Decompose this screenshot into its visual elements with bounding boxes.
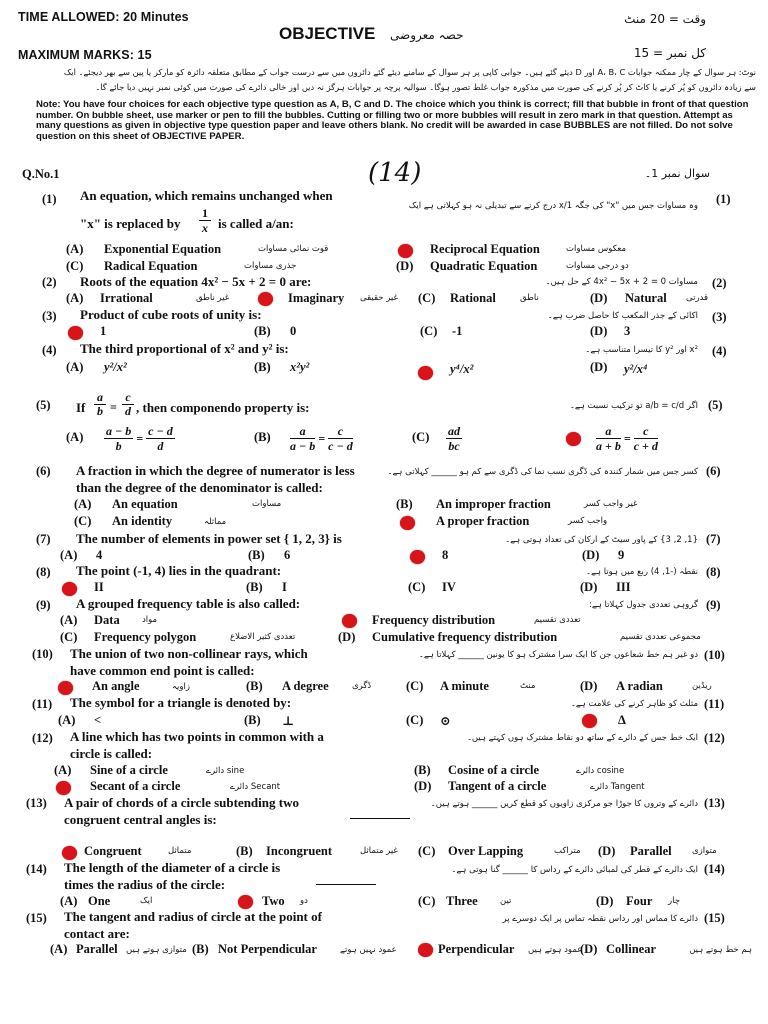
q1-urdu-number: (1) (716, 192, 731, 206)
q13-number: (13) (26, 796, 47, 810)
q14-answer-bubble[interactable] (238, 895, 253, 909)
q1-text-line-2a: "x" is replaced by (80, 216, 181, 231)
q4-text: The third proportional of x² and y² is: (80, 341, 289, 356)
q7-urdu-number: (7) (706, 532, 721, 546)
q11-option-a[interactable]: < (94, 713, 102, 727)
q9-option-d-label: (D) (338, 630, 356, 644)
q8-option-a[interactable]: II (94, 580, 104, 594)
q5-option-b-label: (B) (254, 430, 271, 444)
q15-urdu-text: دائرے کا مماس اور رداس نقطہ تماس پر ایک دوسرے پر (502, 914, 698, 924)
q7-option-c[interactable]: 8 (442, 548, 449, 562)
q12-option-d-urdu: Tangent دائرے (590, 782, 645, 792)
q5-a-num-right: c − d (148, 424, 173, 438)
q10-option-c-label: (C) (406, 679, 424, 693)
q5-urdu-text: اگر a/b = c/d تو ترکیب نسبت ہے۔ (569, 401, 698, 411)
urdu-instruction-line-1: نوٹ: ہر سوال کے چار ممکنہ جوابات A، B، C اور D دیئے گئے ہیں۔ جوابی کاپی پر ہر سوال کے سامنے دیئے گئے دائروں میں سے درست جواب کے مطابق متعلقہ دائرہ کو مارکر یا پین سے بھر دیجئے۔ ایک (63, 67, 756, 77)
q5-text-if: If (76, 400, 86, 415)
q14-number: (14) (26, 862, 47, 876)
total-marks-urdu: کل نمبر = 15 (633, 46, 706, 60)
q4-option-d[interactable]: y²/x⁴ (624, 362, 648, 376)
q15-option-a[interactable]: Parallel (76, 942, 118, 956)
q12-option-a-urdu: sine دائرے (206, 766, 245, 776)
q5-b-den-right: c − d (328, 439, 353, 453)
q1-option-d[interactable]: Quadratic Equation (430, 259, 538, 273)
q5-d-den-left: a + b (596, 439, 621, 453)
q15-option-b-label: (B) (192, 942, 209, 956)
q4-urdu-text: x² اور y² کا تیسرا متناسب ہے۔ (585, 345, 698, 355)
q8-option-b-label: (B) (246, 580, 263, 594)
q7-option-b-label: (B) (248, 548, 265, 562)
q3-option-a[interactable]: 1 (100, 324, 107, 338)
q10-number: (10) (32, 647, 53, 661)
q1-text-line-1: An equation, which remains unchanged when (80, 188, 333, 203)
q14-urdu-text: ایک دائرے کے قطر کی لمبائی دائرے کے رداس کا ______ گنا ہوتی ہے۔ (451, 865, 698, 875)
q1-option-b[interactable]: Reciprocal Equation (430, 242, 540, 256)
q4-option-a[interactable]: y²/x² (104, 360, 127, 374)
q5-option-a-label: (A) (66, 430, 84, 444)
q12-option-b-urdu: cosine دائرے (576, 766, 625, 776)
q14-option-b-urdu: دو (300, 896, 308, 906)
handwritten-score: (14) (368, 158, 422, 188)
q15-text-line-2: contact are: (64, 926, 130, 941)
q10-option-d-urdu: ریڈین (692, 681, 712, 691)
q5-option-d[interactable]: $\frac{a}{a + b}$ = $\frac{c}{c + d}$ (596, 424, 658, 453)
q12-option-d-label: (D) (414, 779, 432, 793)
q11-option-c[interactable]: ⊙ (440, 714, 451, 728)
q5-b-num-right: c (328, 424, 353, 439)
q8-text: The point (-1, 4) lies in the quadrant: (76, 563, 282, 578)
q7-option-b[interactable]: 6 (284, 548, 291, 562)
q2-option-d-urdu: قدرتی (686, 293, 709, 303)
q1-text-line-2b: is called a/an: (218, 216, 294, 231)
q3-number: (3) (42, 309, 57, 323)
q11-option-d[interactable]: Δ (618, 713, 626, 727)
q14-blank-line (316, 883, 376, 885)
q3-urdu-number: (3) (712, 310, 727, 324)
q11-option-c-label: (C) (406, 713, 424, 727)
q6-answer-bubble[interactable] (400, 516, 415, 530)
q10-option-b-urdu: ڈگری (352, 681, 372, 691)
q6-text-line-1: A fraction in which the degree of numerator is less (76, 463, 355, 478)
q12-option-b[interactable]: Cosine of a circle (448, 763, 540, 777)
q9-option-c-urdu: تعددی کثیر الاضلاع (230, 632, 296, 642)
q4-answer-bubble[interactable] (418, 366, 433, 380)
q5-fraction-d: d (125, 404, 131, 418)
q2-option-d-label: (D) (590, 291, 608, 305)
q13-option-b[interactable]: Incongruent (266, 844, 332, 858)
q10-option-a-urdu: زاویہ (172, 682, 190, 692)
q5-option-c[interactable] (446, 424, 462, 453)
q5-fraction-a: a (94, 391, 106, 405)
q1-answer-bubble[interactable] (398, 244, 413, 258)
q4-option-b-label: (B) (254, 360, 271, 374)
q6-text-line-2: than the degree of the denominator is called: (76, 480, 323, 495)
q4-option-a-label: (A) (66, 360, 84, 374)
q10-text-line-1: The union of two non-collinear rays, which (70, 646, 308, 661)
q10-option-a[interactable]: An angle (92, 679, 140, 693)
time-allowed: TIME ALLOWED: 20 Minutes (18, 10, 189, 24)
q2-option-a[interactable]: Irrational (100, 291, 153, 305)
q13-option-d-urdu: متوازی (692, 846, 717, 856)
q12-urdu-number: (12) (704, 731, 725, 745)
q10-option-d[interactable]: A radian (616, 679, 663, 693)
q6-option-a-urdu: مساوات (252, 499, 282, 509)
q14-option-d-label: (D) (596, 894, 614, 908)
q1-option-c-label: (C) (66, 259, 84, 273)
q5-number: (5) (36, 398, 51, 412)
q3-text: Product of cube roots of unity is: (80, 307, 262, 322)
q9-option-d-urdu: مجموعی تعددی تقسیم (620, 632, 701, 642)
q13-option-b-urdu: غیر متماثل (360, 846, 398, 856)
q3-option-d[interactable]: 3 (624, 324, 631, 338)
urdu-instruction-line-2: سے زیادہ دائروں کو پُر کرنے یا کاٹ کر پُر کرنے کی صورت میں مذکورہ جواب غلط تصور ہوگا۔ سوالیہ پرچہ پر جوابات ہرگز نہ دیں اور خالی دائرے کی صورت میں کوئی نمبر نہیں دیا جائے گا۔ (95, 82, 756, 92)
q5-b-den-left: a − b (290, 439, 316, 453)
q9-text: A grouped frequency table is also called: (76, 596, 301, 611)
time-urdu: وقت = 20 منٹ (624, 12, 706, 26)
q1-fraction (199, 206, 211, 235)
q11-answer-bubble[interactable] (582, 714, 597, 728)
q9-number: (9) (36, 598, 51, 612)
q5-b-num-left: a (290, 424, 315, 439)
q12-text-line-2: circle is called: (70, 746, 153, 761)
q5-fraction-cd (122, 391, 134, 418)
q6-option-d[interactable]: A proper fraction (436, 514, 530, 528)
q1-option-b-urdu: معکوس مساوات (566, 244, 627, 254)
q11-option-b-label: (B) (244, 713, 261, 727)
q6-option-b-urdu: غیر واجب کسر (584, 499, 638, 509)
q12-urdu-text: ایک خط جس کے دائرے کے ساتھ دو نقاط مشترک ہوں کہتے ہیں۔ (466, 733, 698, 743)
q6-option-c-label: (C) (74, 514, 92, 528)
q10-option-b-label: (B) (246, 679, 263, 693)
q14-option-c-urdu: تین (500, 896, 512, 906)
q9-urdu-number: (9) (706, 598, 721, 612)
q8-urdu-text: نقطہ (-1, 4) ربع میں ہوتا ہے۔ (586, 567, 698, 577)
q13-option-c-label: (C) (418, 844, 436, 858)
q9-option-c[interactable]: Frequency polygon (94, 630, 197, 644)
q10-option-c-urdu: منٹ (520, 681, 536, 691)
q14-option-a-urdu: ایک (140, 896, 153, 906)
q2-option-b[interactable]: Imaginary (288, 291, 345, 305)
q12-option-c[interactable]: Secant of a circle (90, 779, 181, 793)
q9-option-c-label: (C) (60, 630, 78, 644)
q7-option-d-label: (D) (582, 548, 600, 562)
q13-urdu-text: دائرے کے وتروں کا جوڑا جو مرکزی زاویوں کو قطع کریں ______ ہوتے ہیں۔ (430, 799, 698, 809)
q1-option-a[interactable]: Exponential Equation (104, 242, 222, 256)
q15-option-d-label: (D) (580, 942, 598, 956)
q12-option-d[interactable]: Tangent of a circle (448, 779, 547, 793)
q5-fraction-c: c (122, 391, 134, 405)
q2-option-c[interactable]: Rational (450, 291, 496, 305)
q12-answer-bubble[interactable] (56, 781, 71, 795)
q14-option-b[interactable]: Two (262, 894, 285, 908)
q3-answer-bubble[interactable] (68, 326, 83, 340)
q1-fraction-numerator: 1 (199, 206, 211, 221)
q6-number: (6) (36, 464, 51, 478)
paper-title-urdu: حصہ معروضی (390, 28, 464, 42)
q1-option-a-label: (A) (66, 242, 84, 256)
q10-option-b[interactable]: A degree (282, 679, 329, 693)
q14-option-a[interactable]: One (88, 894, 111, 908)
q9-option-d[interactable]: Cumulative frequency distribution (372, 630, 558, 644)
q8-option-b[interactable]: I (282, 580, 287, 594)
q2-option-a-urdu: غیر ناطق (196, 293, 230, 303)
q5-answer-bubble[interactable] (566, 432, 581, 446)
q13-option-c-urdu: متراکب (554, 846, 581, 856)
question-number-urdu: سوال نمبر 1۔ (644, 167, 710, 180)
q6-option-d-urdu: واجب کسر (568, 516, 608, 526)
q4-option-d-label: (D) (590, 360, 608, 374)
q14-text-line-2: times the radius of the circle: (64, 877, 226, 892)
q2-option-c-label: (C) (418, 291, 436, 305)
q5-option-b[interactable]: $\frac{a}{a - b}$ = $\frac{c}{c - d}$ (290, 424, 353, 453)
q10-answer-bubble[interactable] (58, 681, 73, 695)
q4-number: (4) (42, 343, 57, 357)
q15-number: (15) (26, 911, 47, 925)
q2-text: Roots of the equation 4x² − 5x + 2 = 0 are: (80, 274, 312, 289)
q12-text-line-1: A line which has two points in common with a (70, 729, 324, 744)
q12-option-a[interactable]: Sine of a circle (90, 763, 168, 777)
q6-urdu-number: (6) (706, 464, 721, 478)
q8-option-d[interactable]: III (616, 580, 631, 594)
q5-option-c-label: (C) (412, 430, 430, 444)
q4-urdu-number: (4) (712, 344, 727, 358)
q1-urdu-text: وہ مساوات جس میں "x" کی جگہ 1/x درج کرنے سے تبدیلی نہ ہو کہلاتی ہے ایک (408, 201, 698, 211)
q8-number: (8) (36, 565, 51, 579)
q5-text-rest: , then componendo property is: (136, 400, 310, 415)
q2-option-b-urdu: غیر حقیقی (360, 293, 398, 303)
q7-answer-bubble[interactable] (410, 550, 425, 564)
q4-option-c[interactable]: y⁴/x² (450, 362, 474, 376)
q14-option-c-label: (C) (418, 894, 436, 908)
q1-number: (1) (42, 192, 57, 206)
q1-option-a-urdu: قوت نمائی مساوات (258, 244, 329, 254)
q5-a-den-right: d (157, 439, 164, 453)
q13-text-line-2: congruent central angles is: (64, 812, 217, 827)
q13-blank (350, 806, 410, 824)
q3-option-b-label: (B) (254, 324, 271, 338)
q10-option-d-label: (D) (580, 679, 598, 693)
q8-urdu-number: (8) (706, 565, 721, 579)
q15-option-c[interactable]: Perpendicular (438, 942, 515, 956)
q1-option-c[interactable]: Radical Equation (104, 259, 198, 273)
q14-option-d-urdu: چار (668, 896, 680, 906)
q9-option-a-label: (A) (60, 613, 78, 627)
q15-option-a-urdu: متوازی ہوتے ہیں (126, 945, 187, 955)
q5-c-den: bc (448, 439, 460, 453)
q13-option-a[interactable]: Congruent (84, 844, 142, 858)
q15-option-a-label: (A) (50, 942, 68, 956)
q13-option-d-label: (D) (598, 844, 616, 858)
q9-option-a-urdu: مواد (142, 615, 158, 625)
q10-option-c[interactable]: A minute (440, 679, 489, 693)
q3-option-b[interactable]: 0 (290, 324, 297, 338)
q6-urdu-text: کسر جس میں شمار کنندہ کی ڈگری نسب نما کی ڈگری سے کم ہو ______ کہلاتی ہے۔ (387, 467, 698, 477)
q7-option-a[interactable]: 4 (96, 548, 103, 562)
q7-text: The number of elements in power set { 1, 2, 3} is (76, 531, 342, 546)
q8-answer-bubble[interactable] (62, 582, 77, 596)
maximum-marks: MAXIMUM MARKS: 15 (18, 48, 152, 62)
q2-urdu-text: مساوات 4x² − 5x + 2 = 0 کے حل ہیں۔ (545, 277, 698, 287)
q15-urdu-number: (15) (704, 911, 725, 925)
q1-option-c-urdu: جذری مساوات (244, 261, 297, 271)
q14-text-line-1: The length of the diameter of a circle is (64, 860, 281, 875)
q15-option-b[interactable]: Not Perpendicular (218, 942, 317, 956)
q14-option-a-label: (A) (60, 894, 78, 908)
q2-answer-bubble[interactable] (258, 292, 273, 306)
q5-c-num: ad (448, 424, 460, 438)
q4-option-b[interactable]: x²y² (290, 360, 310, 374)
q3-option-c-label: (C) (420, 324, 438, 338)
q9-option-b[interactable]: Frequency distribution (372, 613, 496, 627)
q6-option-a[interactable]: An equation (112, 497, 178, 511)
question-number-label: Q.No.1 (22, 167, 60, 181)
q14-option-d[interactable]: Four (626, 894, 653, 908)
q5-equals: = (110, 400, 117, 414)
q5-fraction-ab (94, 391, 106, 418)
q9-urdu-text: گروہی تعددی جدول کہلاتا ہے: (589, 600, 698, 610)
q7-option-a-label: (A) (60, 548, 78, 562)
q1-option-d-urdu: دو درجی مساوات (566, 261, 629, 271)
q10-urdu-number: (10) (704, 648, 725, 662)
q6-option-b[interactable]: An improper fraction (436, 497, 551, 511)
q5-urdu-number: (5) (708, 398, 723, 412)
q10-urdu-text: دو غیر ہم خط شعاعوں جن کا ایک سرا مشترک ہو کا یونین ______ کہلاتا ہے۔ (418, 650, 698, 660)
q3-option-d-label: (D) (590, 324, 608, 338)
q11-urdu-text: مثلث کو ظاہر کرنے کی علامت ہے۔ (570, 699, 698, 709)
q15-option-c-urdu: عمود ہوتے ہیں (528, 945, 583, 955)
q5-a-den-left: b (115, 439, 122, 453)
q13-option-a-urdu: متماثل (168, 846, 192, 856)
q3-option-c[interactable]: -1 (452, 324, 463, 338)
q9-option-a[interactable]: Data (94, 613, 120, 627)
english-instructions: Note: You have four choices for each objective type question as A, B, C and D. The choice which you think is correct; fill that bubble in front of that question number. On bubble sheet, use marker or pen to fill the bubbles. Cutting or filling two or more bubbles will result in zero mark in that question. Attempt as many questions as given in objective type question paper and leave others blank. No credit will be awarded in case BUBBLES are not filled. Do not solve question on this sheet of OBJECTIVE PAPER. (36, 99, 749, 143)
q14-urdu-number: (14) (704, 862, 725, 876)
q6-option-c-urdu: مماثلہ (204, 517, 227, 527)
q14-blank (316, 872, 376, 890)
q7-option-d[interactable]: 9 (618, 548, 625, 562)
q8-option-c[interactable]: IV (442, 580, 456, 594)
q1-fraction-denominator: x (202, 221, 208, 235)
q9-option-b-urdu: تعددی تقسیم (534, 615, 581, 625)
q6-option-a-label: (A) (74, 497, 92, 511)
q11-option-a-label: (A) (58, 713, 76, 727)
q2-number: (2) (42, 275, 57, 289)
q11-urdu-number: (11) (704, 697, 725, 711)
q15-option-d[interactable]: Collinear (606, 942, 656, 956)
q9-answer-bubble[interactable] (342, 614, 357, 628)
q5-d-num-right: c (634, 424, 658, 439)
q11-number: (11) (32, 697, 53, 711)
q13-option-b-label: (B) (236, 844, 253, 858)
q2-option-a-label: (A) (66, 291, 84, 305)
q5-option-a[interactable]: $\frac{a - b}{b}$ = $\frac{c - d}{d}$ (106, 424, 173, 453)
q13-option-c[interactable]: Over Lapping (448, 844, 524, 858)
q12-number: (12) (32, 731, 53, 745)
q6-option-b-label: (B) (396, 497, 413, 511)
q2-urdu-number: (2) (712, 276, 727, 290)
q12-option-b-label: (B) (414, 763, 431, 777)
q8-option-d-label: (D) (580, 580, 598, 594)
q15-answer-bubble[interactable] (418, 943, 433, 957)
paper-title: OBJECTIVE (279, 24, 376, 43)
q12-option-c-urdu: Secant دائرے (230, 782, 281, 792)
q5-fraction-b: b (97, 404, 103, 418)
q7-number: (7) (36, 532, 51, 546)
q10-text-line-2: have common end point is called: (70, 663, 255, 678)
q13-option-d[interactable]: Parallel (630, 844, 672, 858)
q11-text: The symbol for a triangle is denoted by: (70, 695, 292, 710)
q13-urdu-number: (13) (704, 796, 725, 810)
q5-d-den-right: c + d (633, 439, 658, 453)
q12-option-a-label: (A) (54, 763, 72, 777)
q5-a-num-left: a − b (106, 424, 132, 438)
q13-text-line-1: A pair of chords of a circle subtending two (64, 795, 299, 810)
q2-option-c-urdu: ناطق (520, 293, 539, 303)
q2-option-d[interactable]: Natural (625, 291, 667, 305)
q14-option-c[interactable]: Three (446, 894, 478, 908)
q7-urdu-text: {1, 2, 3} کے پاور سیٹ کے ارکان کی تعداد ہوتی ہے۔ (505, 535, 698, 545)
q11-option-b[interactable]: ⊥ (282, 714, 294, 728)
q13-answer-bubble[interactable] (62, 846, 77, 860)
q5-d-num-left: a (596, 424, 621, 439)
q1-option-d-label: (D) (396, 259, 414, 273)
q15-option-b-urdu: عمود نہیں ہوتے (340, 945, 397, 955)
q3-urdu-text: اکائی کے جذر المکعب کا حاصل ضرب ہے۔ (547, 311, 698, 321)
q6-option-c[interactable]: An identity (112, 514, 173, 528)
q8-option-c-label: (C) (408, 580, 426, 594)
q15-option-d-urdu: ہم خط ہوتے ہیں (689, 945, 752, 955)
q13-blank-line (350, 817, 410, 819)
q15-text-line-1: The tangent and radius of circle at the point of (64, 909, 322, 924)
